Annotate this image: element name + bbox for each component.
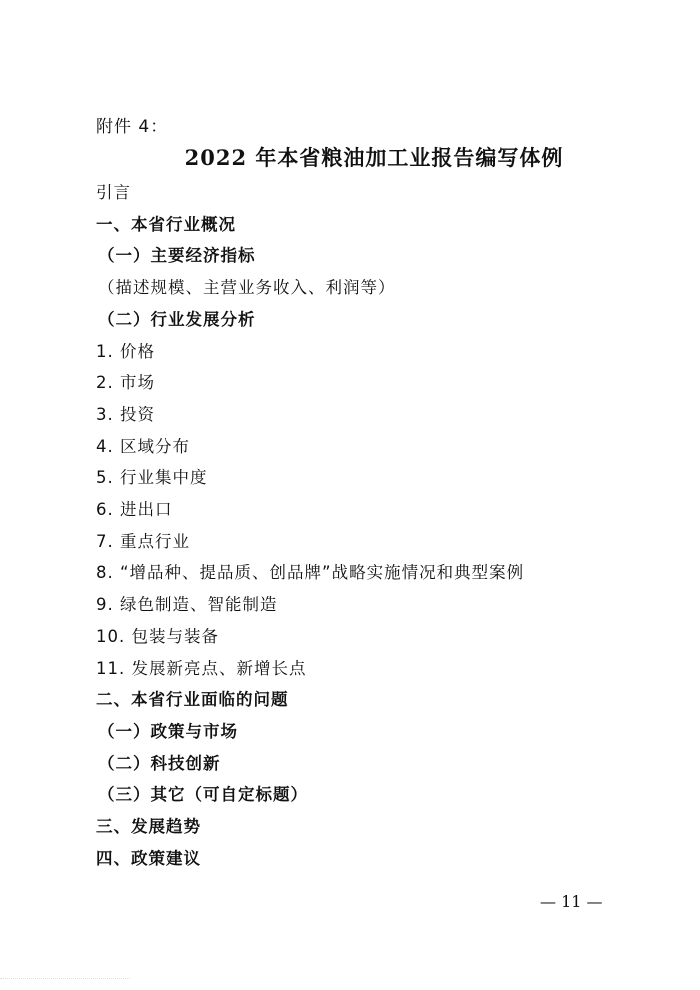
footer-divider	[0, 978, 130, 983]
page-number: — 11 —	[540, 892, 603, 911]
outline-item-section-1: 一、本省行业概况	[96, 214, 236, 234]
outline-item-subsection-2-3: （三）其它（可自定标题）	[98, 785, 308, 805]
outline-item-point-5: 5. 行业集中度	[96, 468, 208, 488]
outline-item-subsection-2-1: （一）政策与市场	[98, 721, 238, 741]
outline-item-section-3: 三、发展趋势	[96, 817, 201, 836]
outline-item-point-8: 8. “增品种、提品质、创品牌”战略实施情况和典型案例	[96, 563, 525, 583]
outline-item-point-3: 3. 投资	[96, 404, 155, 424]
outline-item-intro: 引言	[96, 183, 131, 202]
outline-item-subsection-2-2: （二）科技创新	[98, 753, 221, 773]
outline-item-point-11: 11. 发展新亮点、新增长点	[96, 658, 307, 678]
outline-item-point-6: 6. 进出口	[96, 500, 173, 519]
outline-item-point-9: 9. 绿色制造、智能制造	[96, 595, 278, 615]
outline-item-section-4: 四、政策建议	[96, 848, 201, 868]
outline-item-note: （描述规模、主营业务收入、利润等）	[98, 278, 396, 298]
outline-item-section-2: 二、本省行业面临的问题	[96, 690, 289, 710]
outline-item-subsection-1-2: （二）行业发展分析	[98, 309, 256, 329]
outline-item-point-1: 1. 价格	[96, 341, 155, 361]
outline-item-point-7: 7. 重点行业	[96, 531, 190, 551]
attachment-label: 附件 4：	[96, 117, 169, 137]
outline-item-point-2: 2. 市场	[96, 373, 155, 393]
outline-item-point-10: 10. 包装与装备	[96, 626, 219, 646]
document-title: 2022 年本省粮油加工业报告编写体例	[184, 145, 564, 170]
outline-item-subsection-1-1: （一）主要经济指标	[98, 246, 256, 266]
outline-item-point-4: 4. 区域分布	[96, 436, 190, 456]
